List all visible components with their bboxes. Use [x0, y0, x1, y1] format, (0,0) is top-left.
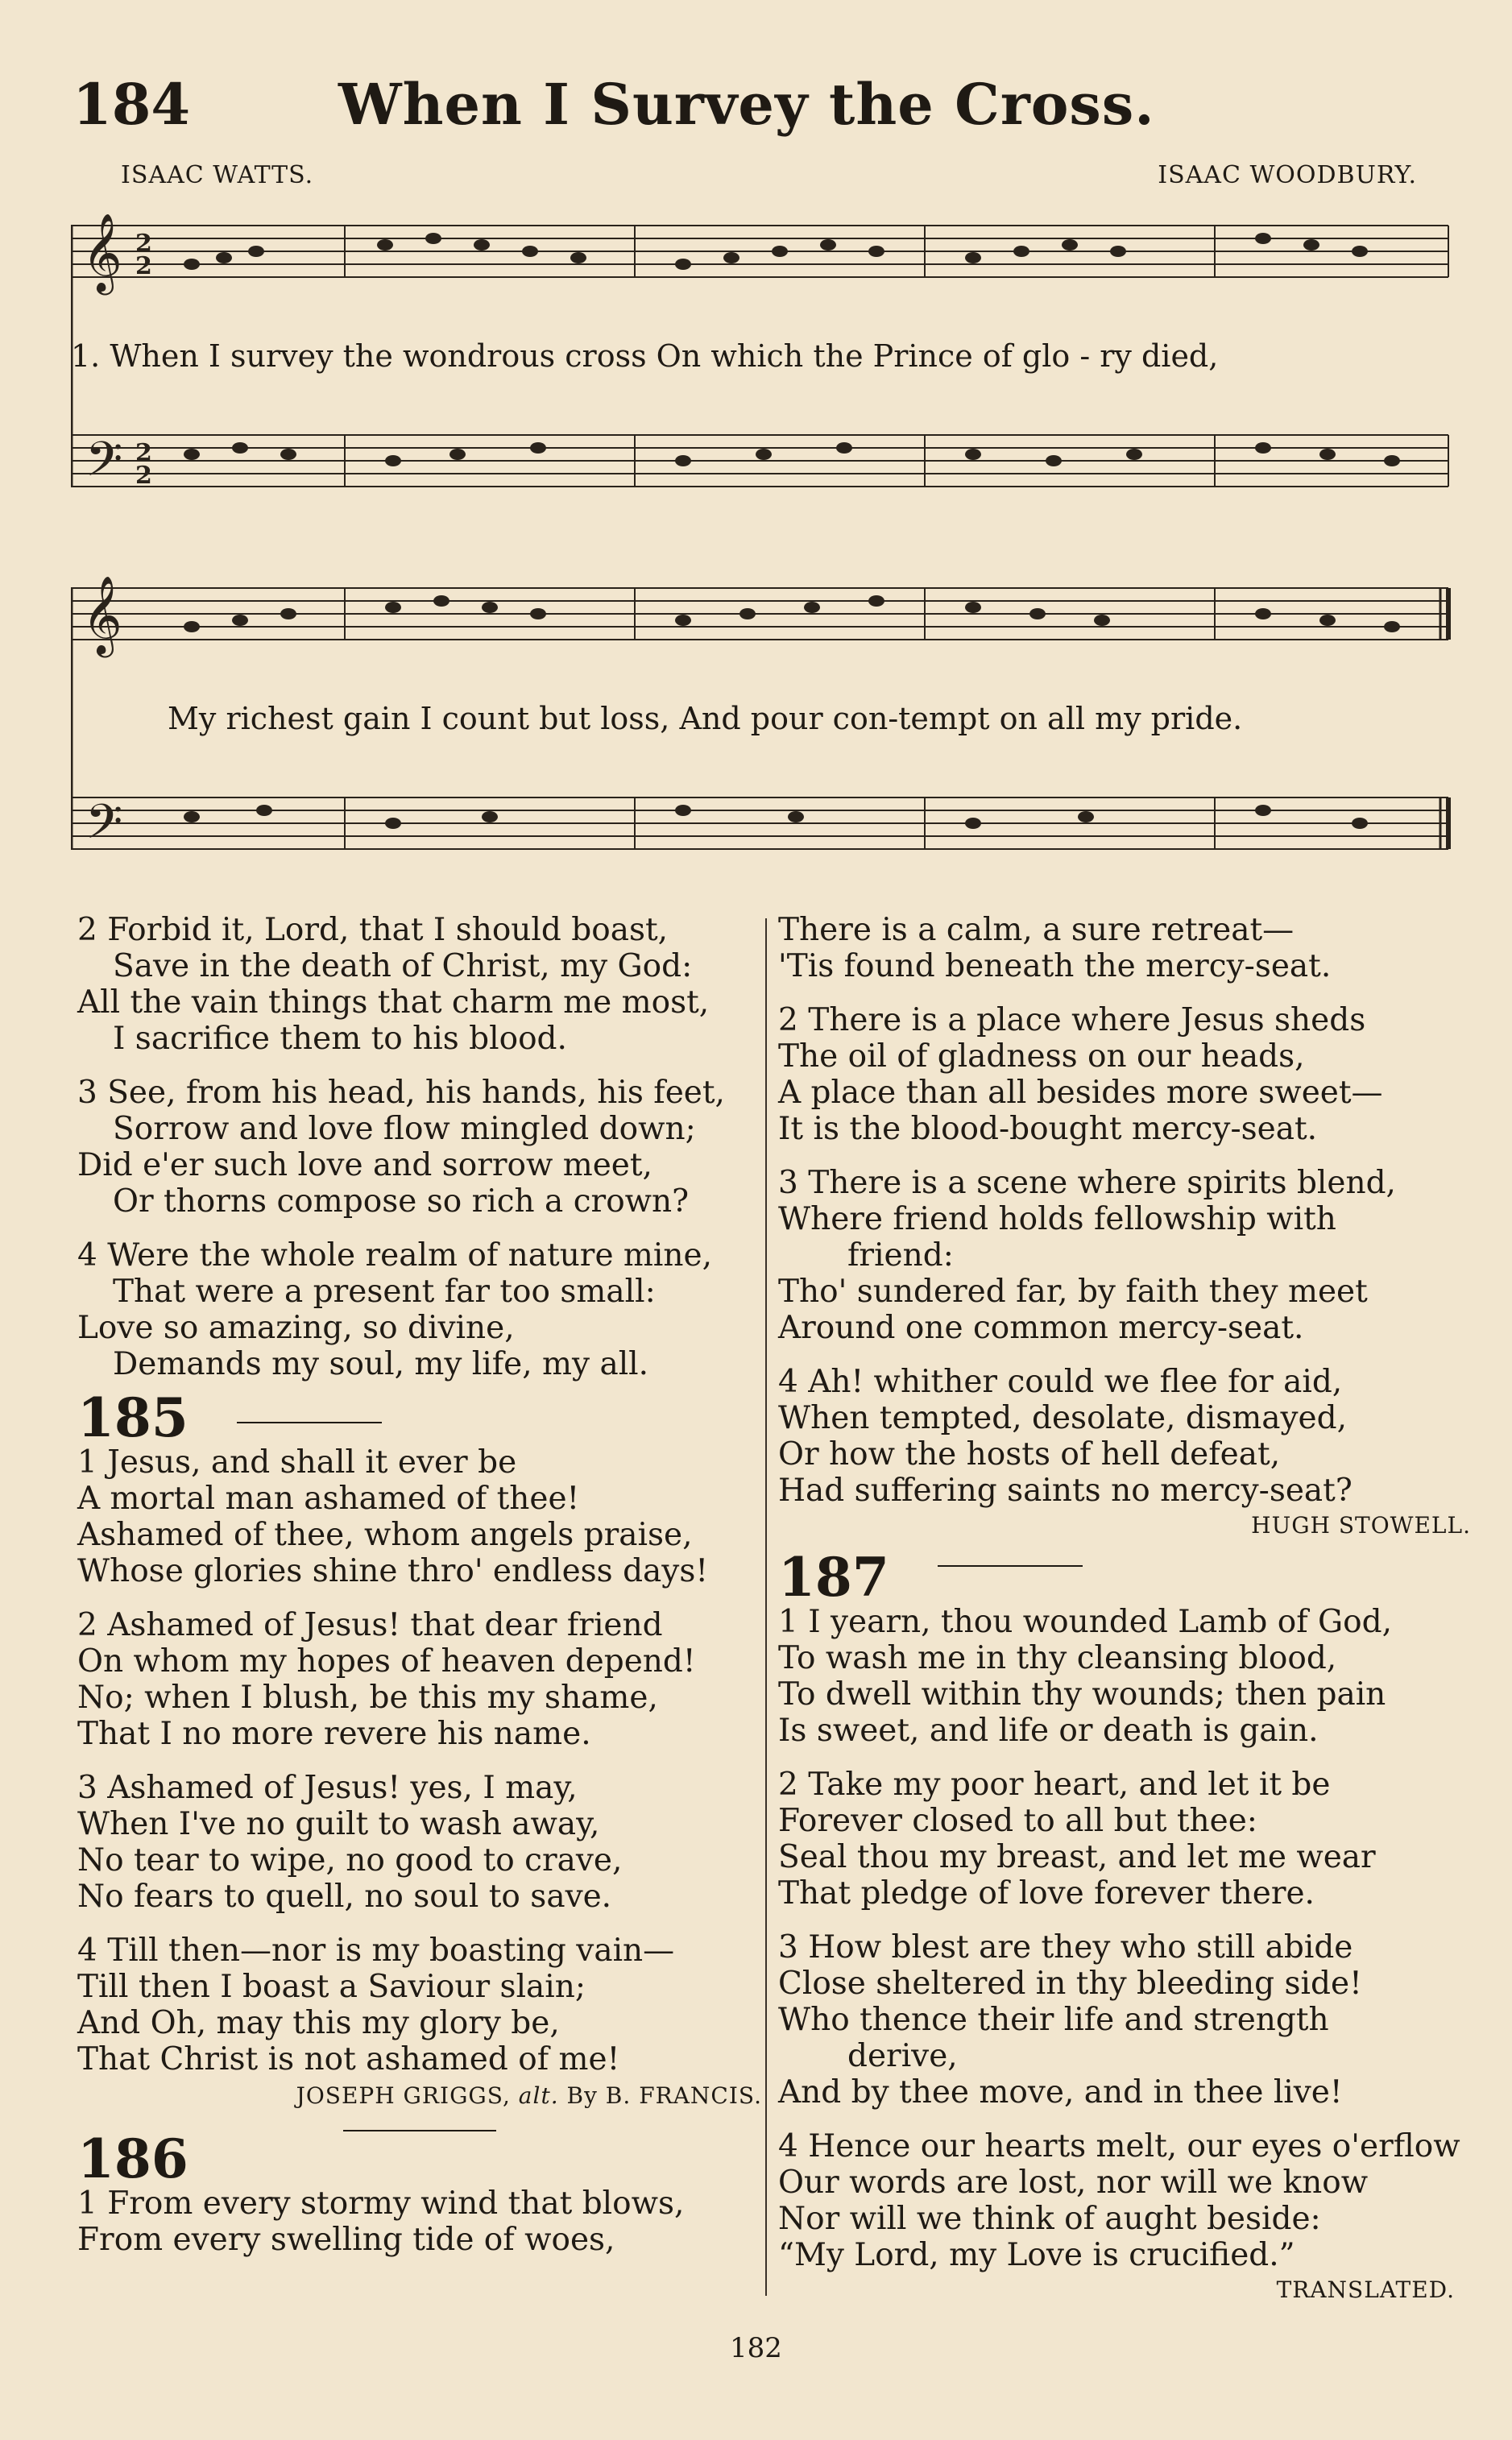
verse-line: From every swelling tide of woes, — [77, 2222, 615, 2258]
verse-line: 3 Ashamed of Jesus! yes, I may, — [77, 1770, 578, 1806]
stanza-186-1 — [77, 2185, 762, 2258]
page-number: 182 — [730, 2332, 782, 2364]
verse-line: Did e'er such love and sorrow meet, — [77, 1147, 652, 1183]
verse-line: To wash me in thy cleansing blood, — [778, 1640, 1337, 1676]
author-by: By B. FRANCIS. — [566, 2082, 762, 2109]
verse-line: 2 Take my poor heart, and let it be — [778, 1767, 1331, 1803]
verse-line: That pledge of love forever there. — [778, 1875, 1315, 1912]
verse-line: Forever closed to all but thee: — [778, 1803, 1257, 1839]
verse-line: To dwell within thy wounds; then pain — [778, 1676, 1386, 1713]
svg-text:𝄞: 𝄞 — [82, 575, 122, 654]
verse-line: Demands my soul, my life, my all. — [113, 1346, 649, 1382]
verse-line: A mortal man ashamed of thee! — [77, 1481, 580, 1517]
verse-line: Is sweet, and life or death is gain. — [778, 1713, 1319, 1749]
verse-line: Tho' sundered far, by faith they meet — [778, 1274, 1368, 1310]
verse-line: derive, — [847, 2038, 958, 2074]
verse-line: 3 There is a scene where spirits blend, — [778, 1165, 1396, 1201]
stanza-186-2 — [778, 1002, 1471, 1147]
svg-text:2: 2 — [135, 230, 152, 258]
svg-text:𝄞: 𝄞 — [82, 213, 122, 292]
verse-line: There is a calm, a sure retreat— — [778, 912, 1295, 948]
verse-line: Seal thou my breast, and let me wear — [778, 1839, 1376, 1875]
lyric-line-1: 1. When I survey the wondrous cross On which the Prince of glo - ry died, — [71, 338, 1219, 374]
verse-line: Who thence their life and strength — [778, 2002, 1329, 2038]
verse-line: When I've no guilt to wash away, — [77, 1806, 600, 1842]
stanza-185-1 — [77, 1444, 762, 1589]
hymn-186-author: HUGH STOWELL. — [1251, 1512, 1471, 1539]
author-alt: alt. — [518, 2082, 559, 2109]
verse-line: No tear to wipe, no good to crave, — [77, 1842, 623, 1879]
stanza-184-4 — [77, 1237, 762, 1382]
verse-line: That Christ is not ashamed of me! — [77, 2041, 620, 2078]
stanza-187-1 — [778, 1604, 1471, 1749]
verse-line: And by thee move, and in thee live! — [778, 2074, 1343, 2111]
verse-line: On whom my hopes of heaven depend! — [77, 1643, 696, 1680]
stanza-186-1-cont — [778, 912, 1471, 984]
stanza-184-2 — [77, 912, 762, 1057]
stanza-185-2 — [77, 1607, 762, 1752]
author-name: JOSEPH GRIGGS, — [296, 2082, 511, 2109]
verse-line: 3 See, from his head, his hands, his feet, — [77, 1075, 725, 1111]
verse-line: No fears to quell, no soul to save. — [77, 1879, 612, 1915]
verse-line: Or thorns compose so rich a crown? — [113, 1183, 690, 1220]
stanza-185-3 — [77, 1770, 762, 1915]
stanza-184-3 — [77, 1075, 762, 1220]
verse-line: 2 There is a place where Jesus sheds — [778, 1002, 1366, 1038]
verse-line: That I no more revere his name. — [77, 1716, 591, 1752]
verse-line: That were a present far too small: — [113, 1274, 656, 1310]
column-divider — [765, 918, 767, 2296]
verse-line: 3 How blest are they who still abide — [778, 1929, 1353, 1966]
svg-text:𝄢: 𝄢 — [85, 793, 123, 861]
verse-line: The oil of gladness on our heads, — [778, 1038, 1305, 1075]
stanza-187-2 — [778, 1767, 1471, 1912]
stanza-187-4 — [778, 2128, 1471, 2273]
verse-line: And Oh, may this my glory be, — [77, 2005, 560, 2041]
heading-rule — [237, 1422, 382, 1423]
stanza-187-3 — [778, 1929, 1471, 2111]
svg-text:2: 2 — [135, 252, 152, 280]
verse-line: When tempted, desolate, dismayed, — [778, 1400, 1347, 1436]
verse-line: Love so amazing, so divine, — [77, 1310, 515, 1346]
hymn-187-author: TRANSLATED. — [1276, 2276, 1455, 2303]
svg-text:2: 2 — [135, 462, 152, 490]
lyric-line-2: My richest gain I count but loss, And pour con-tempt on all my pride. — [168, 701, 1243, 736]
verse-line: It is the blood-bought mercy-seat. — [778, 1111, 1318, 1147]
verse-line: 'Tis found beneath the mercy-seat. — [778, 948, 1332, 984]
stanza-186-3 — [778, 1165, 1471, 1346]
hymn-185-author — [77, 2078, 762, 2114]
heading-rule — [938, 1565, 1083, 1567]
svg-text:2: 2 — [135, 439, 152, 467]
verse-line: Or how the hosts of hell defeat, — [778, 1436, 1281, 1473]
verse-line: No; when I blush, be this my shame, — [77, 1680, 658, 1716]
verse-line: A place than all besides more sweet— — [778, 1075, 1383, 1111]
verse-line: Where friend holds fellowship with — [778, 1201, 1336, 1237]
verse-line: Had suffering saints no mercy-seat? — [778, 1473, 1353, 1509]
verse-line: “My Lord, my Love is crucified.” — [778, 2237, 1295, 2273]
verse-line: Ashamed of thee, whom angels praise, — [77, 1517, 693, 1553]
verse-line: Nor will we think of aught beside: — [778, 2201, 1321, 2237]
hymn-186-number: 186 — [77, 2127, 188, 2190]
verse-line: Till then I boast a Saviour slain; — [77, 1969, 586, 2005]
music-composer: ISAAC WOODBURY. — [1158, 161, 1417, 189]
hymn-title: When I Survey the Cross. — [338, 71, 1155, 138]
hymn-187-heading — [778, 1546, 1471, 1609]
music-system-1 — [71, 201, 1456, 540]
verse-line: 4 Ah! whither could we flee for aid, — [778, 1364, 1343, 1400]
verse-line: 2 Forbid it, Lord, that I should boast, — [77, 912, 669, 948]
right-column — [778, 912, 1471, 2324]
verse-line: Save in the death of Christ, my God: — [113, 948, 693, 984]
stanza-185-4 — [77, 1933, 762, 2078]
verse-line: 4 Hence our hearts melt, our eyes o'erflow — [778, 2128, 1460, 2165]
verse-line: Around one common mercy-seat. — [778, 1310, 1304, 1346]
verse-line: Sorrow and love flow mingled down; — [113, 1111, 696, 1147]
stanza-186-4 — [778, 1364, 1471, 1509]
verse-line: 1 Jesus, and shall it ever be — [77, 1444, 517, 1481]
left-column — [77, 912, 762, 2276]
verse-line: 2 Ashamed of Jesus! that dear friend — [77, 1607, 663, 1643]
section-rule — [343, 2130, 496, 2131]
svg-text:𝄢: 𝄢 — [85, 431, 123, 499]
verse-line: 1 From every stormy wind that blows, — [77, 2185, 685, 2222]
hymn-number: 184 — [72, 71, 191, 138]
words-author: ISAAC WATTS. — [121, 161, 314, 189]
hymn-186-heading — [77, 2127, 762, 2190]
verse-line: 1 I yearn, thou wounded Lamb of God, — [778, 1604, 1393, 1640]
hymn-185-heading — [77, 1386, 762, 1449]
verse-line: friend: — [847, 1237, 954, 1274]
hymn-185-number: 185 — [77, 1386, 188, 1449]
verse-line: 4 Till then—nor is my boasting vain— — [77, 1933, 675, 1969]
verse-line: All the vain things that charm me most, — [77, 984, 710, 1021]
verse-line: Whose glories shine thro' endless days! — [77, 1553, 709, 1589]
verse-line: Close sheltered in thy bleeding side! — [778, 1966, 1362, 2002]
hymn-187-number: 187 — [778, 1546, 889, 1609]
music-system-2 — [71, 564, 1456, 902]
verse-line: Our words are lost, nor will we know — [778, 2165, 1369, 2201]
verse-line: 4 Were the whole realm of nature mine, — [77, 1237, 712, 1274]
verse-line: I sacrifice them to his blood. — [113, 1021, 567, 1057]
